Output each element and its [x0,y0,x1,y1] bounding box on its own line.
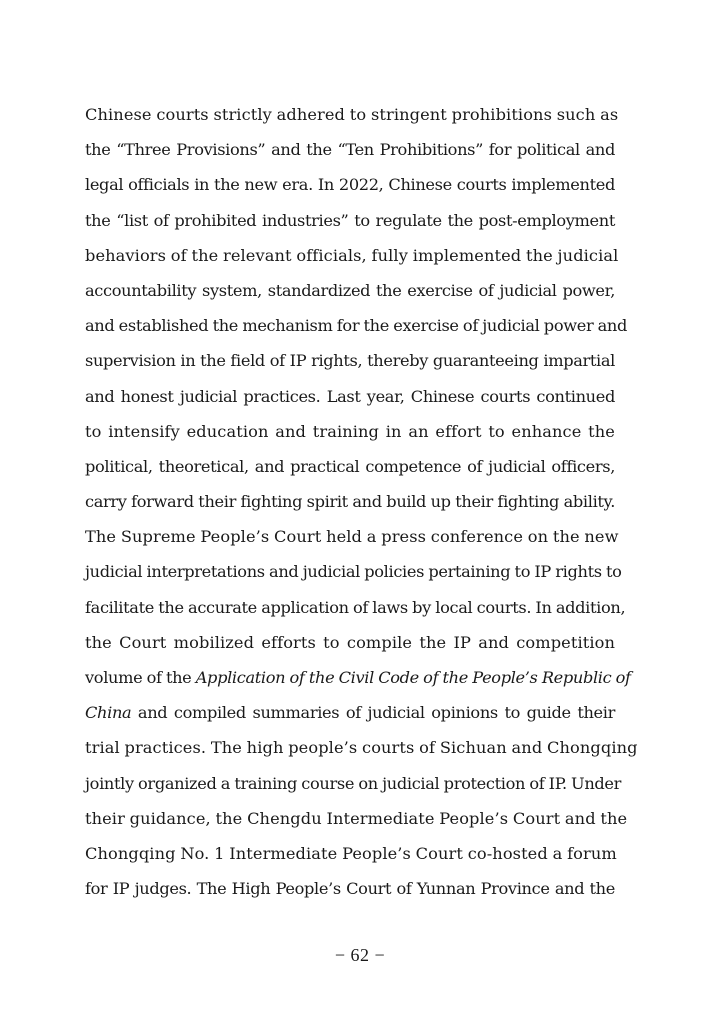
text-line [85,660,631,695]
text-run: accountability system, standardized the exercise of judicial power, [85,280,615,300]
text-run: the “list of prohibited industries” to regulate the post-employment [85,210,615,230]
text-line [85,871,615,906]
italic-title-text: Application of the Civil Code of the People’s Republic of [195,668,631,687]
text-line [85,273,615,308]
text-run: facilitate the accurate application of laws by local courts. In addition, [85,597,626,617]
text-line [85,343,615,378]
text-run: political, theoretical, and practical competence of judicial officers, [85,456,615,476]
text-line [85,203,615,238]
text-run: supervision in the field of IP rights, thereby guaranteeing impartial [85,351,615,371]
text-line [85,167,615,202]
text-run: carry forward their fighting spirit and build up their fighting ability. [85,492,615,512]
text-run: trial practices. The high people’s courts of Sichuan and Chongqing [85,738,638,758]
text-run: the “Three Provisions” and the “Ten Prohibitions” for political and [85,140,615,160]
body-paragraph [85,97,638,906]
text-run: and honest judicial practices. Last year, Chinese courts continued [85,386,615,406]
text-line [85,766,622,801]
text-run: volume of the [85,668,196,687]
text-run: the Court mobilized efforts to compile the IP and competition [85,632,615,652]
text-line [85,730,638,765]
page-number: − 62 − [334,945,386,965]
text-run: behaviors of the relevant officials, fully implemented the judicial [85,245,619,265]
text-line [85,801,628,836]
text-line [85,414,615,449]
text-run: to intensify education and training in an effort to enhance the [85,421,615,441]
text-line [85,97,619,132]
text-line [85,590,626,625]
text-run: judicial interpretations and judicial policies pertaining to IP rights to [85,562,622,582]
text-line [85,836,615,871]
text-line [85,308,628,343]
text-run: The Supreme People’s Court held a press conference on the new [85,527,619,547]
text-run: and established the mechanism for the exercise of judicial power and [85,316,628,336]
text-run: Chinese courts strictly adhered to stringent prohibitions such as [85,105,619,124]
text-run: their guidance, the Chengdu Intermediate People’s Court and the [85,808,628,828]
text-run: for IP judges. The High People’s Court of Yunnan Province and the [85,879,615,899]
text-line [85,379,615,414]
italic-title-text: China [85,703,132,723]
text-line [85,554,622,589]
text-line [85,695,615,730]
text-line [85,132,615,167]
text-run: legal officials in the new era. In 2022, Chinese courts implemented [85,175,615,195]
text-run: Chongqing No. 1 Intermediate People’s Court co-hosted a forum [85,843,617,863]
text-line [85,625,615,660]
text-line [85,519,619,554]
text-line [85,484,615,519]
text-run: and compiled summaries of judicial opinions to guide their [131,703,615,723]
text-run: jointly organized a training course on judicial protection of IP. Under [85,773,622,793]
text-line [85,449,615,484]
text-line [85,238,619,273]
